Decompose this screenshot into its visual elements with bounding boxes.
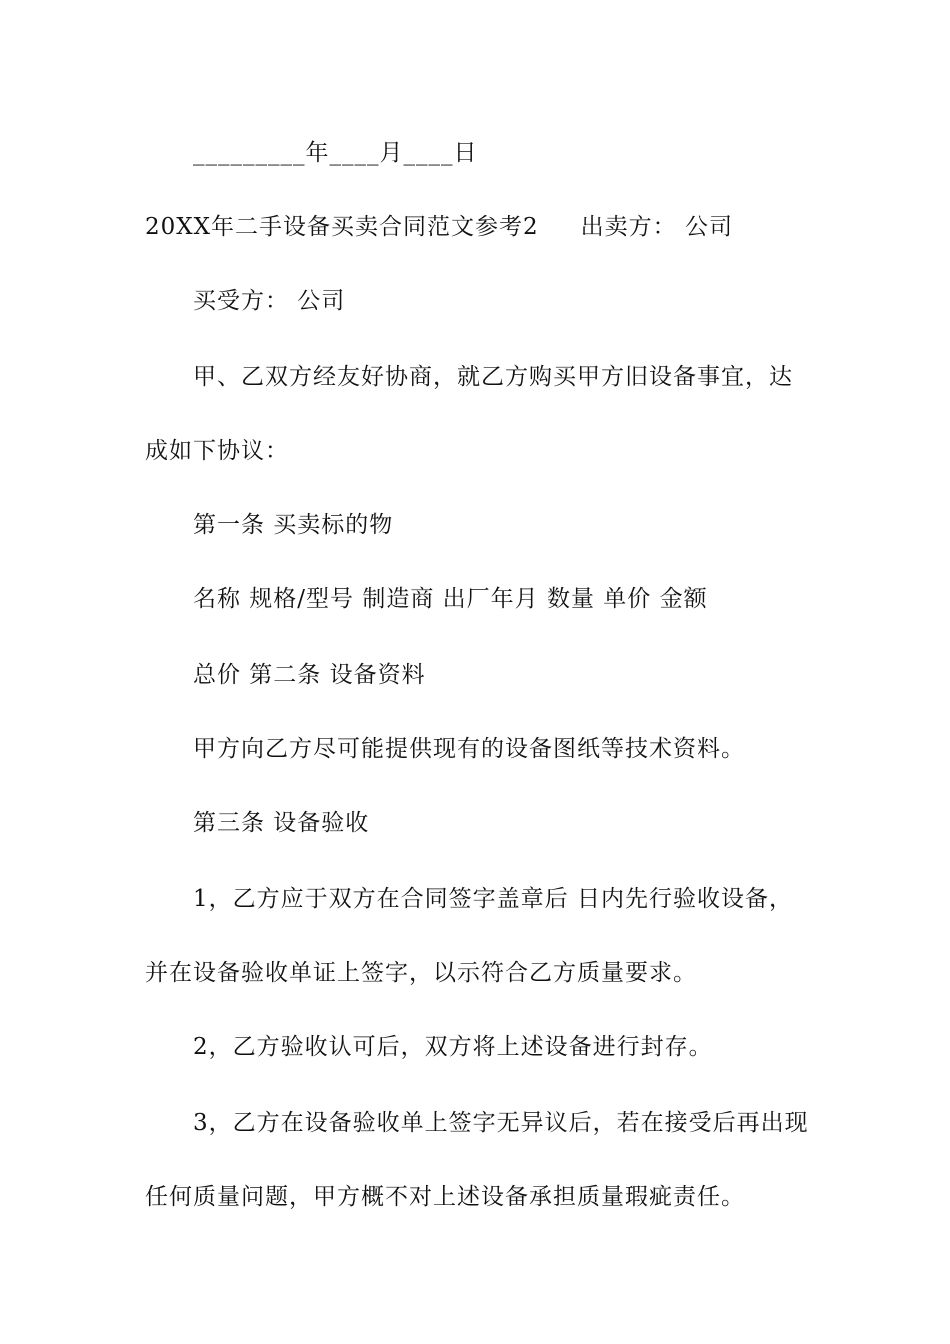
- intro-line-1: 甲、乙双方经友好协商，就乙方购买甲方旧设备事宜，达: [193, 364, 793, 390]
- table-header-line: 名称 规格/型号 制造商 出厂年月 数量 单价 金额: [193, 586, 708, 612]
- article-1-title: 第一条 买卖标的物: [193, 512, 394, 538]
- intro-line-2: 成如下协议：: [145, 438, 289, 464]
- item-2-line: 2，乙方验收认可后，双方将上述设备进行封存。: [193, 1034, 713, 1060]
- seller-line: 出卖方： 公司: [580, 214, 733, 240]
- item-3-line-1: 3，乙方在设备验收单上签字无异议后，若在接受后再出现: [193, 1110, 809, 1136]
- title-and-seller-line: [145, 212, 815, 242]
- document-title: 20XX年二手设备买卖合同范文参考2: [145, 214, 539, 240]
- article-3-title: 第三条 设备验收: [193, 810, 370, 836]
- item-1-line-1: 1，乙方应于双方在合同签字盖章后 日内先行验收设备，: [193, 886, 793, 912]
- article-2-text: 甲方向乙方尽可能提供现有的设备图纸等技术资料。: [193, 736, 745, 762]
- item-3-line-2: 任何质量问题，甲方概不对上述设备承担质量瑕疵责任。: [145, 1184, 745, 1210]
- buyer-line: 买受方： 公司: [193, 288, 346, 314]
- total-and-article-2-line: 总价 第二条 设备资料: [193, 662, 426, 688]
- date-line: _________年____月____日: [193, 140, 478, 166]
- item-1-line-2: 并在设备验收单证上签字，以示符合乙方质量要求。: [145, 960, 697, 986]
